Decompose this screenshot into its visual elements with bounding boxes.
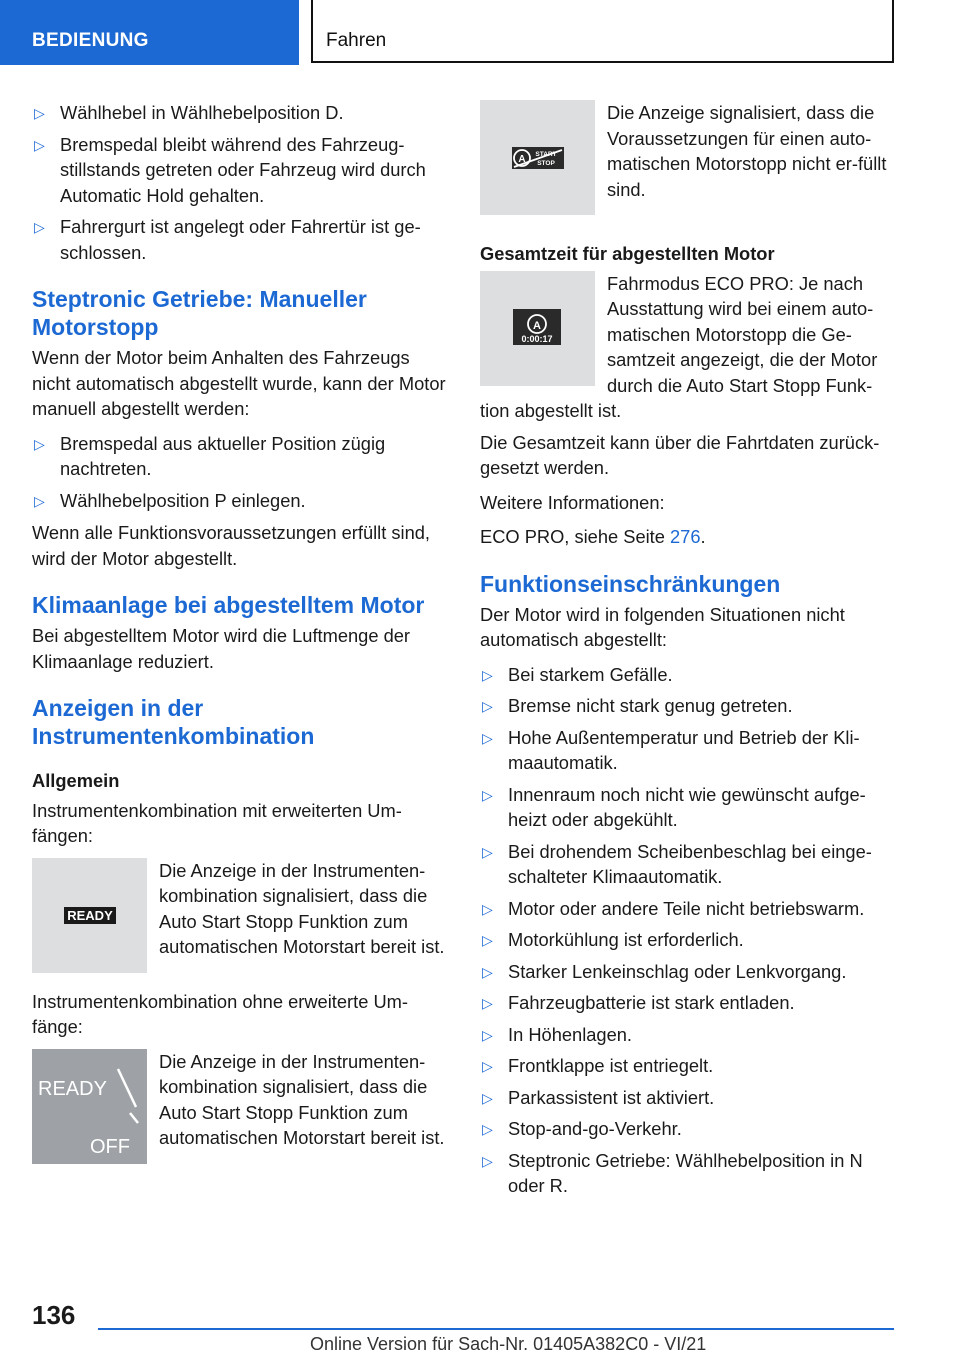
- list-item: ▷ Frontklappe ist entriegelt.: [480, 1053, 898, 1079]
- right-column: [480, 100, 898, 1206]
- list-item: ▷ Bei starkem Gefälle.: [480, 662, 898, 688]
- svg-text:A: A: [533, 319, 541, 332]
- triangle-bullet-icon: ▷: [482, 1152, 493, 1169]
- heading-klimaanlage: Klimaanlage bei abgestelltem Motor: [32, 592, 425, 618]
- start-stop-crossed-icon: [480, 100, 595, 215]
- list-item: ▷ In Höhenlagen.: [480, 1022, 898, 1048]
- paragraph: Wenn alle Funktionsvoraussetzungen erfüllt sind, wird der Motor abgestellt.: [32, 522, 431, 569]
- svg-text:STOP: STOP: [537, 160, 555, 167]
- heading-anzeigen: Anzeigen in der Instrumentenkombination: [32, 695, 315, 749]
- triangle-bullet-icon: ▷: [34, 219, 45, 235]
- list-item: ▷ Wählhebelposition P einlegen.: [32, 488, 450, 514]
- triangle-bullet-icon: ▷: [482, 995, 493, 1011]
- header-chapter-tab: [311, 0, 894, 63]
- list-item: ▷ Bremspedal aus aktueller Position zügig nachtreten.: [34, 432, 386, 479]
- triangle-bullet-icon: ▷: [34, 492, 45, 509]
- svg-text:OFF: OFF: [90, 1135, 130, 1158]
- list-item: ▷ Motorkühlung ist erforderlich.: [480, 927, 898, 953]
- figure-start-stop-unavailable: [480, 100, 898, 219]
- triangle-bullet-icon: ▷: [482, 843, 493, 860]
- heading-gesamtzeit: Gesamtzeit für abgestellten Motor: [480, 243, 775, 264]
- paragraph: Bei abgestelltem Motor wird die Luftmenge der Klimaanlage reduziert.: [32, 625, 411, 672]
- triangle-bullet-icon: ▷: [34, 136, 45, 153]
- triangle-bullet-icon: ▷: [482, 1121, 493, 1137]
- heading-steptronic: Steptronic Getriebe: Manueller Motorstopp: [32, 286, 367, 340]
- conditions-list: [32, 100, 450, 265]
- triangle-bullet-icon: ▷: [482, 963, 493, 980]
- list-item: ▷ Hohe Außentemperatur und Betrieb der Kli‐maautomatik.: [482, 726, 860, 773]
- list-item: ▷ Bremse nicht stark genug getreten.: [480, 693, 898, 719]
- triangle-bullet-icon: ▷: [482, 932, 493, 948]
- paragraph: Der Motor wird in folgenden Situationen nicht automatisch abgestellt:: [480, 603, 845, 650]
- section-title: BEDIENUNG: [32, 30, 149, 51]
- list-item: ▷ Motor oder andere Teile nicht betriebswarm.: [480, 896, 898, 922]
- triangle-bullet-icon: ▷: [482, 729, 493, 746]
- figure-ready-basic: [32, 1049, 450, 1168]
- header-section-tab: [0, 0, 299, 65]
- triangle-bullet-icon: ▷: [482, 666, 493, 683]
- list-item: ▷ Parkassistent ist aktiviert.: [480, 1085, 898, 1111]
- figure-caption: Fahrmodus ECO PRO: Je nach Ausstattung wird bei einem auto‐matischen Motorstopp die Ge‐samtzeit angezeigt, die der Motor durch die Auto Start Stopp Funk‐tion abgestellt ist.: [480, 272, 878, 421]
- triangle-bullet-icon: ▷: [482, 1058, 493, 1074]
- list-item: ▷ Fahrergurt ist angelegt oder Fahrertür ist ge‐schlossen.: [34, 216, 421, 263]
- footer-divider: [98, 1328, 894, 1330]
- limitations-list: [480, 662, 898, 1199]
- heading-einschraenkungen: Funktionseinschränkungen: [480, 570, 781, 597]
- heading-allgemein: Allgemein: [32, 770, 120, 791]
- list-item: ▷ Bremspedal bleibt während des Fahrzeug‐stillstands getreten oder Fahrzeug wird durch Automatic Hold gehalten.: [34, 133, 426, 206]
- page-link[interactable]: 276: [670, 526, 701, 547]
- paragraph: Wenn der Motor beim Anhalten des Fahrzeugs nicht automatisch abgestellt wurde, kann der Motor manuell abgestellt werden:: [32, 347, 446, 419]
- start-stop-crossed-image: [480, 100, 595, 215]
- ready-indicator-image: [32, 858, 147, 973]
- figure-caption: Die Anzeige in der Instrumenten‐kombination signalisiert, dass die Auto Start Stopp Funktion zum automatischen Motorstart bereit ist.: [159, 1050, 445, 1148]
- triangle-bullet-icon: ▷: [482, 1089, 493, 1106]
- triangle-bullet-icon: ▷: [482, 900, 493, 917]
- list-item: ▷ Bei drohendem Scheibenbeschlag bei einge‐schalteter Klimaautomatik.: [482, 840, 872, 887]
- list-item: ▷ Fahrzeugbatterie ist stark entladen.: [480, 990, 898, 1016]
- steps-list: [32, 431, 450, 514]
- list-item: ▷ Wählhebel in Wählhebelposition D.: [32, 100, 450, 126]
- triangle-bullet-icon: ▷: [482, 698, 493, 714]
- figure-total-time: [480, 271, 898, 424]
- ready-off-gauge-icon: [32, 1049, 147, 1164]
- svg-text:READY: READY: [67, 907, 113, 923]
- paragraph: Instrumentenkombination ohne erweiterte Um‐fänge:: [32, 990, 408, 1037]
- ready-off-gauge-image: [32, 1049, 147, 1164]
- total-time-image: [480, 271, 595, 386]
- ready-badge-icon: [32, 858, 147, 973]
- triangle-bullet-icon: ▷: [482, 786, 493, 803]
- chapter-title: Fahren: [326, 30, 387, 51]
- page-number: 136: [32, 1300, 76, 1330]
- auto-start-stop-timer-icon: [480, 271, 595, 386]
- figure-ready-extended: [32, 858, 450, 977]
- triangle-bullet-icon: ▷: [34, 105, 45, 121]
- triangle-bullet-icon: ▷: [34, 435, 45, 452]
- paragraph: Die Gesamtzeit kann über die Fahrtdaten zurück‐gesetzt werden.: [480, 431, 880, 478]
- left-column: [32, 100, 450, 1180]
- cross-reference: ECO PRO, siehe Seite 276.: [480, 526, 706, 547]
- svg-text:START: START: [535, 151, 557, 158]
- list-item: ▷ Innenraum noch nicht wie gewünscht aufge‐heizt oder abgekühlt.: [482, 783, 866, 830]
- list-item: ▷ Steptronic Getriebe: Wählhebelposition in N oder R.: [482, 1149, 863, 1196]
- triangle-bullet-icon: ▷: [482, 1026, 493, 1043]
- figure-caption: Die Anzeige signalisiert, dass die Voraussetzungen für einen auto‐matischen Motorstopp nicht er‐füllt sind.: [607, 102, 887, 200]
- list-item: ▷ Stop-and-go-Verkehr.: [480, 1116, 898, 1142]
- svg-text:READY: READY: [38, 1077, 107, 1100]
- footer-version: Online Version für Sach-Nr. 01405A382C0 - VI/21: [310, 1334, 707, 1354]
- svg-text:0:00:17: 0:00:17: [521, 333, 553, 344]
- figure-caption: Die Anzeige in der Instrumenten‐kombination signalisiert, dass die Auto Start Stopp Funktion zum automatischen Motorstart bereit ist.: [159, 859, 445, 957]
- paragraph: Instrumentenkombination mit erweiterten Um‐fängen:: [32, 799, 402, 846]
- svg-text:A: A: [518, 154, 526, 165]
- paragraph: Weitere Informationen:: [480, 491, 665, 513]
- list-item: ▷ Starker Lenkeinschlag oder Lenkvorgang.: [480, 959, 898, 985]
